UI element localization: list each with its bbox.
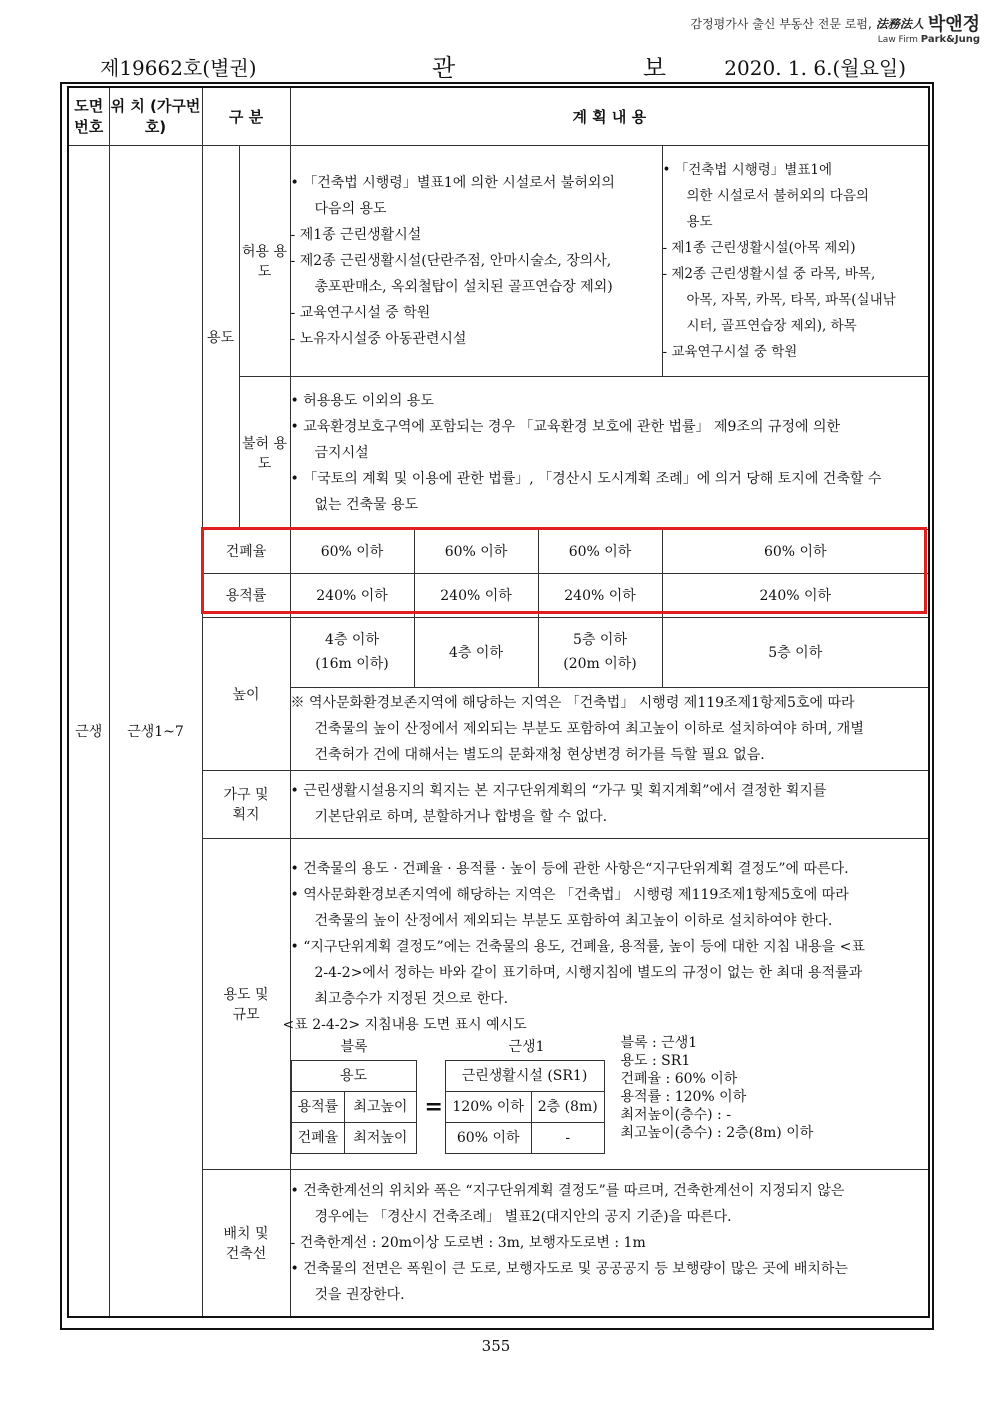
table-caption: <표 2-4-2> 지침내용 도면 표시 예시도 (282, 1016, 527, 1033)
firm-sub: Law Firm Park&Jung (877, 34, 980, 45)
block-lot-label: 가구 및 획지 (202, 770, 290, 838)
forbidden-use-label: 불허 용도 (239, 376, 290, 529)
location-cell: 근생1~7 (109, 145, 202, 1317)
use-scale-label: 용도 및 규모 (202, 838, 290, 1169)
far-value: 240% 이하 (290, 573, 414, 617)
plan-table (67, 86, 930, 1318)
allowed-use-right: • 「건축법 시행령」별표1에 의한 시설로서 불허외의 다음의 용도 - 제1종 근린생활시설(아목 제외) - 제2종 근린생활시설 중 라목, 바목, 아목, 자목, 카목, 타목, 파목(실내낚 시터, 골프연습장 제외), 하목 - 교육연구시설 중 학원 (662, 145, 929, 376)
height-value: 4층 이하 (414, 617, 538, 687)
coverage-value: 60% 이하 (662, 529, 929, 573)
height-value: 4층 이하 (16m 이하) (290, 617, 414, 687)
far-value: 240% 이하 (538, 573, 662, 617)
coverage-value: 60% 이하 (538, 529, 662, 573)
layout-content: • 건축한계선의 위치와 폭은 “지구단위계획 결정도”를 따르며, 건축한계선이 지정되지 않은 경우에는 「경산시 건축조례」 별표2(대지안의 공지 기준)을 따른다. - 건축한계선 : 20m이상 도로변 : 3m, 보행자도로변 : 1m • 건축물의 전면은 폭원이 큰 도로, 보행자도로 및 공공공지 등 보행량이 많은 곳에 배치하는 것을 권장한다. (290, 1169, 929, 1317)
height-value: 5층 이하 (20m 이하) (538, 617, 662, 687)
coverage-label: 건폐율 (202, 529, 290, 573)
firm-banner (520, 6, 980, 46)
firm-logo-text: 박앤정 (927, 14, 980, 35)
example-table: 근린생활시설 (SR1) 120% 이하 2층 (8m) 60% 이하 - (445, 1060, 605, 1154)
allowed-use-label: 허용 용도 (239, 145, 290, 376)
header-category: 구 분 (202, 87, 290, 145)
example-figure (291, 1034, 929, 1156)
example-notes: 블록 : 근생1 용도 : SR1 건폐율 : 60% 이하 용적률 : 120% 이하 최저높이(층수) : - 최고높이(층수) : 2층(8m) 이하 (620, 1034, 814, 1141)
gazette-date: 2020. 1. 6.(월요일) (724, 56, 906, 80)
coverage-value: 60% 이하 (290, 529, 414, 573)
height-note: ※ 역사문화환경보존지역에 해당하는 지역은 「건축법」 시행령 제119조제1항제5호에 따라 건축물의 높이 산정에서 제외되는 부분도 포함하여 최고높이 이하로 설치하여야 하며, 개별 건축허가 건에 대해서는 별도의 문화재청 현상변경 허가를 득할 필요 없음. (290, 687, 929, 770)
header-sheet-no: 도면 번호 (68, 87, 109, 145)
legend-table: 용도 용적률 최고높이 건폐율 최저높이 (291, 1060, 417, 1154)
forbidden-use-content: • 허용용도 이외의 용도 • 교육환경보호구역에 포함되는 경우 「교육환경 보호에 관한 법률」 제9조의 규정에 의한 금지시설 • 「국토의 계획 및 이용에 관한 법률」, 「경산시 도시계획 조례」에 의거 당해 토지에 건축할 수 없는 건축물 용도 (290, 376, 929, 529)
header-plan: 계 획 내 용 (290, 87, 929, 145)
header-location: 위 치 (가구번호) (109, 87, 202, 145)
far-label: 용적률 (202, 573, 290, 617)
coverage-value: 60% 이하 (414, 529, 538, 573)
example-block-value: 근생1 (508, 1038, 545, 1055)
far-value: 240% 이하 (662, 573, 929, 617)
allowed-use-left: • 「건축법 시행령」별표1에 의한 시설로서 불허외의 다음의 용도 - 제1종 근린생활시설 - 제2종 근린생활시설(단란주점, 안마시술소, 장의사, 총포판매소, 옥외철탑이 설치된 골프연습장 제외) - 교육연구시설 중 학원 - 노유자시설중 아동관련시설 (290, 145, 662, 376)
equals-sign: = (424, 1093, 443, 1120)
layout-label: 배치 및 건축선 (202, 1169, 290, 1317)
height-value: 5층 이하 (662, 617, 929, 687)
block-lot-content: • 근린생활시설용지의 획지는 본 지구단위계획의 “가구 및 획지계획”에서 결정한 획지를 기본단위로 하며, 분할하거나 합병을 할 수 없다. (290, 770, 929, 838)
gazette-header (62, 48, 936, 80)
page-number: 355 (481, 1337, 511, 1355)
use-label: 용도 (202, 145, 239, 529)
issue-number: 제19662호(별권) (100, 56, 257, 80)
firm-tagline: 감정평가사 출신 부동산 전문 로펌, 法務法人 박앤정 (690, 14, 980, 35)
height-label: 높이 (202, 617, 290, 770)
sheet-no-cell: 근생 (68, 145, 109, 1317)
use-scale-content: • 건축물의 용도 · 건폐율 · 용적률 · 높이 등에 관한 사항은“지구단위계획 결정도”에 따른다. • 역사문화환경보존지역에 해당하는 지역은 「건축법」 시행령 제119조제1항제5호에 따라 건축물의 높이 산정에서 제외되는 부분도 포함하여 최고높이 이하로 설치하여야 한다. • “지구단위계획 결정도”에는 건축물의 용도, 건폐율, 용적률, 높이 등에 대한 지침 내용을 <표 2-4-2>에서 정하는 바와 같이 표기하며, 시행지침에 별도의 규정이 없는 한 최대 용적률과 최고층수가 지정된 것으로 한다. <표 2-4-2> 지침내용 도면 표시 예시도 블록 근생1 용도 용적률 최고높이 건폐율 최저높이 = 근린생활시설 (SR1) 120% 이하 2층 (8m) 60% 이하 - 블록 : 근생1 용도 : SR1 건폐율 : 60% 이하 용적률 : 120% 이하 최저높이(층수) : - 최고높이(층수) : 2층(8m) 이하 (290, 838, 929, 1169)
far-value: 240% 이하 (414, 573, 538, 617)
example-block-label: 블록 (340, 1038, 368, 1055)
gazette-title: 관 보 (432, 54, 756, 82)
